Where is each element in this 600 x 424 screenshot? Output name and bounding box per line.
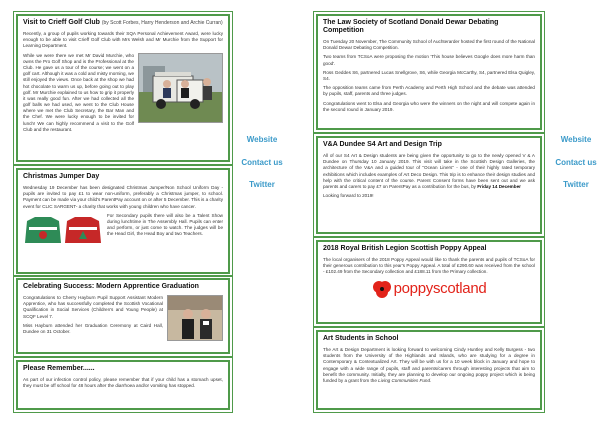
art-students-article	[316, 330, 542, 410]
poppyscotland-logo	[323, 280, 535, 298]
crieff-paragraph-1: Recently, a group of pupils working towards their SQA Personal Achievement Award, were lucky enough to be able to visit Crieff Golf Club with Mrs Welsh and Mr Murchie from the Support for Learning Department.	[23, 31, 223, 49]
side-link-website-right[interactable]: Website	[560, 135, 592, 144]
vanda-paragraph-1	[323, 153, 535, 190]
vanda-paragraph-2: Looking forward to 2019!	[323, 193, 374, 199]
debating-title: The Law Society of Scotland Donald Dewar Debating Competition	[323, 19, 499, 35]
living-communities-fund: Living Communities Fund.	[378, 377, 432, 383]
side-link-contact-right[interactable]: Contact us	[555, 158, 597, 167]
apprentice-paragraph-2: Miss Hayburn attended her Graduation Ceremony at Caird Hall, Dundee on 31 October.	[23, 322, 163, 334]
poppy-flower-icon	[372, 280, 392, 298]
apprentice-paragraph-1: Congratulations to Cherry Hayburn Pupil Support Assistant Modern Apprentice, who has successfully completed the Scottish Vocational Qualification in Social Services (Children's and Young People) at SCQF Level 7.	[23, 295, 163, 319]
apprentice-title: Celebrating Success: Modern Apprentice Graduation	[23, 283, 199, 290]
jumper-paragraph-1: Wednesday 19 December has been designated Christmas Jumper/Non School Uniform Day - pupils are invited to pay £1 to wear non-uniform, preferably a Christmas jumper, to school. Payment can be made via your child's ParentPay account on or after 5 December. This is a charity event for CLIC SARGENT- a charity that works with young children who have cancer.	[23, 185, 223, 209]
crieff-title-text: Visit to Crieff Golf Club	[23, 19, 100, 26]
christmas-jumpers-image	[23, 213, 103, 249]
poppy-appeal-article	[316, 240, 542, 324]
students-title: Art Students in School	[323, 335, 399, 342]
crieff-paragraph-2: While we were there we met Mr David Murchie, who owns the Pro Golf Shop and is the Professional at the Club. He gave us a tour of the course; we went on a golf cart. Although it was a cold and misty morning, we still enjoyed the views. Once back at the shop we had hot chocolate to warm us up, before going out to play golf. Mr Murchie explained to us how to grip it properly it was really good fun. After we had collected all the golf balls we had used, we went to the Club House where we met the Club Secretary, the Bar Man and the Chef. We were lucky enough to be invited for lunch! We can highly recommend a visit to the Golf Club and the restaurant.	[23, 52, 134, 132]
remember-paragraph-1: As part of our infection control policy, please remember that if your child has a stomach upset, they must be off school for 48 hours after the diarrhoea and/or vomiting has stopped.	[23, 377, 223, 389]
debating-article	[316, 14, 542, 130]
vanda-title: V&A Dundee S4 Art and Design Trip	[323, 141, 442, 148]
jumper-title: Christmas Jumper Day	[23, 173, 100, 180]
golf-cart-photo	[138, 53, 223, 123]
side-link-twitter-right[interactable]: Twitter	[563, 180, 589, 189]
vanda-article	[316, 136, 542, 234]
please-remember-article	[16, 360, 230, 410]
graduation-photo	[167, 295, 223, 341]
poppy-title: 2018 Royal British Legion Scottish Poppy Appeal	[323, 245, 487, 252]
debating-paragraph-3: Ross Geddes S6, partnered Lucas Snellgrove, S6, while Georgia McCarthy, S4, partnered Elsa Quigley, S4.	[323, 69, 535, 82]
debating-paragraph-1: On Tuesday 20 November, The Community School of Auchterarder hosted the first round of the National Donald Dewar Debating Competition.	[323, 39, 535, 51]
jumper-paragraph-2: For Secondary pupils there will also be a Talent Show during lunchtime in The Assembly Hall. Pupils can enter and perform, or just come to watch. The judges will be the Head Girl, the Head Boy and two Teachers.	[107, 212, 223, 237]
poppyscotland-logo-text: poppyscotland	[393, 280, 487, 298]
crieff-title	[23, 19, 223, 27]
crieff-byline: (by Scott Forbes, Harry Henderson and Archie Curran)	[101, 20, 223, 26]
vanda-deadline: Friday 14 December	[477, 183, 521, 189]
side-link-contact-left[interactable]: Contact us	[241, 158, 283, 167]
debating-paragraph-2: Two teams from TCSoA were proposing the motion 'This house believes Google does more harm than good'.	[323, 54, 535, 66]
vanda-paragraph-1-text: All of our S4 Art & Design students are being given the opportunity to go to the newly opened V & A Dundee on Thursday 10 January 2019. This visit will take in the Scottish Design Galleries, the architecture of the V&A and a guided tour of "Ocean Liners" - one of their highly rated temporary exhibitions which includes examples of Art Deco Design. This trip is to enhance their design studies and help with the critical content of the course. Parent Consent forms have been sent out and we ask parents and carers to pay £7 on ParentPay as a contribution for the bus, by	[323, 153, 535, 189]
debating-paragraph-5: Congratulations went to Elsa and Georgia who were the winners on the night and will compete again in the second round in January 2019.	[323, 100, 535, 112]
side-link-website-left[interactable]: Website	[246, 135, 278, 144]
students-paragraph-1-text: The Art & Design Department is looking forward to welcoming Cindy Huntley and Kelly Burgess - two students from the University of the Highlands and Islands, who are studying for a degree in Contemporary & Contextualized Art. They will be with us for a 10 week block in January and hope to engage with a wide range of pupils, staff and parents/carers through interesting projects that aim to benefit the community. Initially, they are planning to develop our ongoing poppy project which is being funded by a grant from the	[323, 347, 535, 383]
crieff-golf-article	[16, 14, 230, 162]
apprentice-article	[16, 278, 230, 354]
debating-paragraph-4: The opposition teams came from Perth Academy and Perth High School and the debate was attended by pupils, staff, parents and three judges.	[323, 85, 535, 97]
side-link-twitter-left[interactable]: Twitter	[249, 180, 275, 189]
students-paragraph-1	[323, 347, 535, 384]
remember-title: Please Remember......	[23, 365, 95, 372]
poppy-paragraph-1: The local organisers of the 2018 Poppy Appeal would like to thank the parents and pupils of TCSoA for their generous contribution to this year's Poppy Appeal. A total of £290.60 was received from the school - £102.49 from the Secondary collection and £188.11 from the Primary collection.	[323, 257, 535, 275]
christmas-jumper-article	[16, 168, 230, 274]
